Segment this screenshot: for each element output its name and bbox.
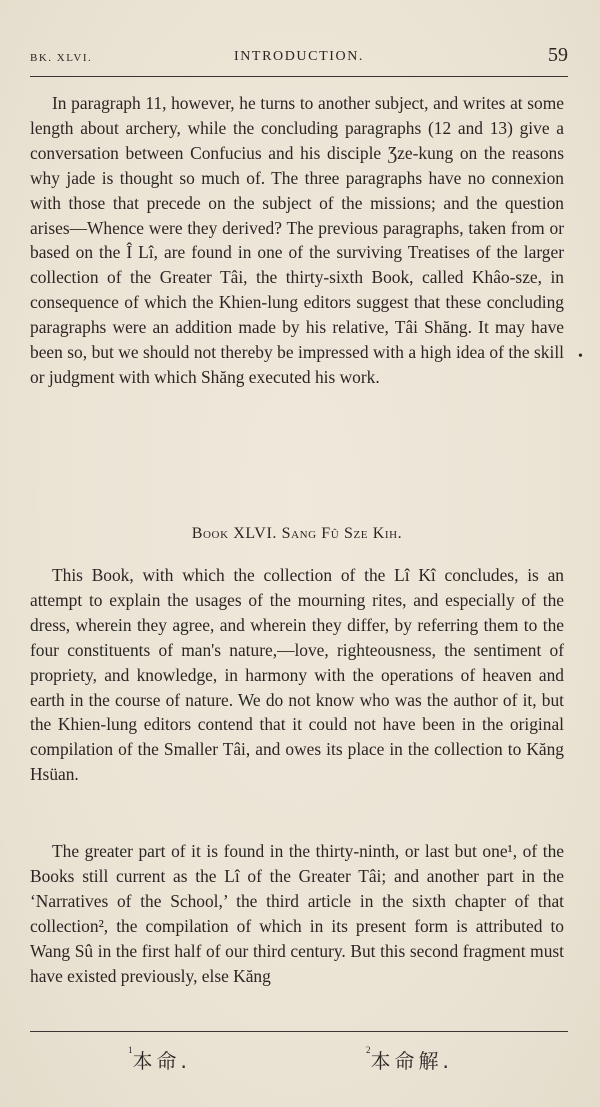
page-number: 59 [548, 44, 568, 66]
section-title: INTRODUCTION. [233, 49, 365, 64]
footnote-1-mark: 1 [128, 1045, 133, 1055]
footnote-1-text: 本命. [132, 1049, 191, 1073]
margin-mark: • [578, 349, 583, 364]
book-number: BK. XLVI. [30, 52, 93, 64]
paragraph-1: In paragraph 11, however, he turns to another subject, and writes at some length about archery, while the concluding paragraphs (12 and 13) give a conversation between Confucius and his disciple Ʒze-kung on the reasons why jade is thought so much of. The three paragraphs have no connexion with those that precede on the subject of the missions; and the question arises—Whence were they derived? The previous paragraphs, taken from or based on the Î Lî, are found in one of the surviving Treatises of the larger collection of the Greater Tâi, the thirty-sixth Book, called Khâo-sze, in consequence of which the Khien-lung editors suggest that these concluding paragraphs were an addition made by his relative, Tâi Shăng. It may have been so, but we should not thereby be impressed with a high idea of the skill or judgment with which Shăng executed his work. [30, 93, 564, 387]
header-rule [30, 76, 568, 77]
paragraph-2: This Book, with which the collection of the Lî Kî concludes, is an attempt to explain the usages of the mourning rites, and especially of the dress, wherein they agree, and wherein they differ, by referring them to the four constituents of man's nature,—love, righteousness, the sentiment of propriety, and knowledge, in harmony with the operations of heaven and earth in the course of nature. We do not know who was the author of it, but the Khien-lung editors contend that it could not have been in the original compilation of the Smaller Tâi, and owes its place in the collection to Kăng Hsüan. [30, 565, 564, 785]
running-header [30, 44, 568, 74]
footnote-1 [128, 1045, 191, 1074]
footnote-2 [366, 1045, 453, 1074]
footnote-rule [30, 1031, 568, 1032]
book-heading [30, 525, 564, 543]
footnote-2-text: 本命解. [370, 1049, 453, 1073]
footnote-2-mark: 2 [366, 1045, 371, 1055]
book-heading-text: Book XLVI. Sang Fû Sze Kih. [191, 525, 403, 542]
paragraph-3: The greater part of it is found in the thirty-ninth, or last but one¹, of the Books still current as the Lî of the Greater Tâi; and another part in the ‘Narratives of the School,’ the third article in the sixth chapter of that collection², the compilation of which in its present form is attributed to Wang Sû in the first half of our third century. But this second fragment must have existed previously, else Kăng [30, 841, 564, 986]
